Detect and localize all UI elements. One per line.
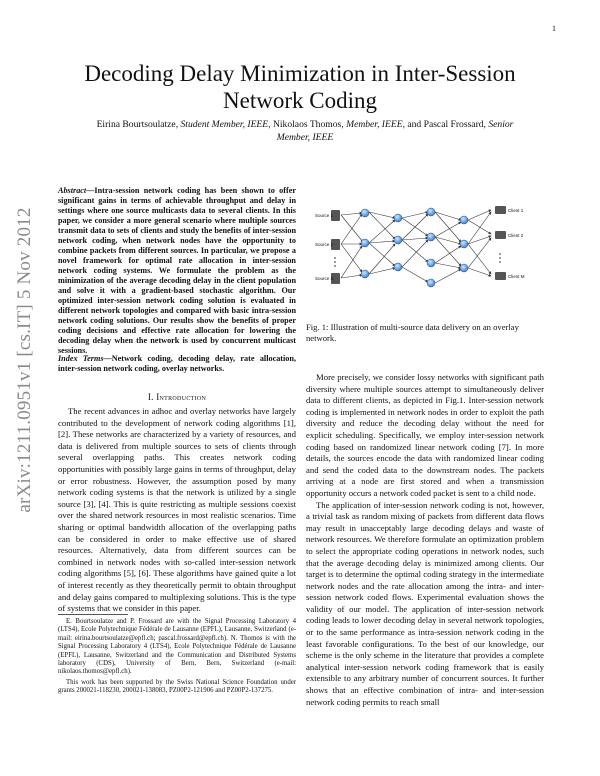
author-2-role: Member, IEEE <box>346 119 403 130</box>
source-label: Source 1 <box>315 213 334 218</box>
author-list <box>80 118 530 144</box>
network-figure <box>313 196 543 308</box>
author-1: Eirina Bourtsoulatze, <box>96 119 181 130</box>
figure-caption: Fig. 1: Illustration of multi-source data delivery on an overlay network. <box>306 322 519 343</box>
arxiv-stamp-text: arXiv:1211.0951v1 [cs.IT] 5 Nov 2012 <box>14 207 35 513</box>
footnote-affiliations: E. Bourtsoulatze and P. Frossard are with the Signal Processing Laboratory 4 (LTS4), Ecole Polytechnique Fédérale de Lausanne (EPFL), Lausanne, Switzerland (e-mail: eirina.bourtsoulatze@epfl.ch; pascal.frossard@epfl.ch). N. Thomos is with the Signal Processing Laboratory 4 (LTS4), Ecole Polytechnique Fédérale de Lausanne (EPFL), Lausanne, Switzerland and the Communication and Distributed Systems laboratory (CDS), University of Bern, Bern, Switzerland (e-mail: nikolaos.thomos@epfl.ch). <box>58 618 296 676</box>
author-3: , and Pascal Frossard, <box>402 119 489 130</box>
client-label: Client M <box>508 274 525 279</box>
index-terms-text: —Network coding, decoding delay, rate allocation, inter-session network coding, overlay networks. <box>58 354 296 373</box>
right-column <box>306 372 544 708</box>
source-label: Source S <box>315 276 334 281</box>
footnote-funding: This work has been supported by the Swiss National Science Foundation under grants 200021-118230, 200021-138083, PZ00P2-121906 and PZ00P2-137275. <box>58 678 296 695</box>
abstract-label: Abstract <box>58 186 87 195</box>
abstract-text: —Intra-session network coding has been shown to offer significant gains in terms of achievable throughput and delay in settings where one source multicasts data to several clients. In this paper, we consider a more general scenario where multiple sources transmit data to sets of clients and study the benefits of inter-session network coding, when network nodes have the opportunity to combine packets from different sources. In particular, we propose a novel framework for optimal rate allocation in inter-session network coding systems. We formulate the problem as the minimization of the average decoding delay in the client population and solve it with a gradient-based stochastic algorithm. Our optimized inter-session network coding solution is evaluated in different network topologies and compared with basic intra-session network coding solutions. Our results show the benefits of proper coding decisions and effective rate allocation for lowering the decoding delay when the network is used by concurrent multicast sessions. <box>58 186 296 355</box>
index-terms-label: Index Terms <box>58 354 104 363</box>
computer-icon <box>495 206 506 214</box>
page-number: 1 <box>552 24 556 33</box>
paragraph: The recent advances in adhoc and overlay networks have largely contributed to the development of network coding algorithms [1], [2]. These networks are characterized by a variety of resources, and data is delivered from multiple sources to sets of clients through several overlapping paths. This creates network coding opportunities with possibly large gains in terms of throughput, delay or error robustness. However, the assumption posed by many network coding systems is that the network is utilized by a single source [3], [4]. This is quite restricting as multiple sessions coexist over the shared network resources in most realistic scenarios. Time sharing or optimal bandwidth allocation of the overlapping paths can be considered in order to make effective use of shared resources. Alternatively, data from different sources can be combined in network nodes with so-called inter-session network coding algorithms [5], [6]. These algorithms have gained quite a lot of interest recently as they theoretically permit to obtain throughput and delay gains compared to multiplexing solutions. This is the type of systems that we consider in this paper. <box>58 406 296 614</box>
arxiv-stamp <box>12 160 38 560</box>
left-column <box>58 406 296 615</box>
author-2: , Nikolaos Thomos, <box>268 119 347 130</box>
computer-icon <box>495 231 506 239</box>
abstract <box>58 186 296 356</box>
section-heading: I. Introduction <box>147 392 207 402</box>
paragraph: The application of inter-session network coding is not, however, a trivial task as random mixing of packets from different data flows may result in unacceptably large decoding delays and waste of network resources. We therefore formulate an optimization problem to select the appropriate coding operations in network nodes, such that the average decoding delay is minimized among clients. Our target is to determine the optimal coding strategy in the intermediate network nodes and the rate allocation among the intra- and inter-session network coded flows. Experimental evaluation shows the validity of our model. The application of inter-session network coding leads to lower decoding delay in several network topologies, or to the same performance as intra-session network coding in the least favorable configurations. To the best of our knowledge, our scheme is the only scheme in the literature that provides a complete analytical inter-session network coding framework that is easily extensible to any arbitrary number of concurrent sources. It further shows that an effective combination of intra- and inter-session network coding permits to reach small <box>306 499 544 707</box>
author-3-role: Senior Member, IEEE <box>276 119 514 143</box>
footnotes <box>58 618 296 698</box>
client-label: Client 2 <box>508 233 524 238</box>
source-label: Source 2 <box>315 242 334 247</box>
paragraph: More precisely, we consider lossy networks with significant path diversity where multiple sources attempt to simultaneously deliver data to different clients, as depicted in Fig.1. Inter-session network coding is implemented in network nodes in order to exploit the path diversity and reduce the decoding delay without the need for explicit scheduling. Specifically, we employ inter-session network coding based on randomized linear network coding [7]. In more details, the sources encode the data with randomized linear coding and send the coded data to the downstream nodes. The packets arriving at a node are first stored and when a transmission opportunity occurs a network coded packet is sent to a child node. <box>306 372 544 498</box>
author-1-role: Student Member, IEEE <box>180 119 269 130</box>
footnote-rule <box>58 614 128 615</box>
paper-title: Decoding Delay Minimization in Inter-Session Network Coding <box>84 61 516 113</box>
computer-icon <box>495 272 506 280</box>
client-label: Client 1 <box>508 208 524 213</box>
index-terms <box>58 354 296 374</box>
